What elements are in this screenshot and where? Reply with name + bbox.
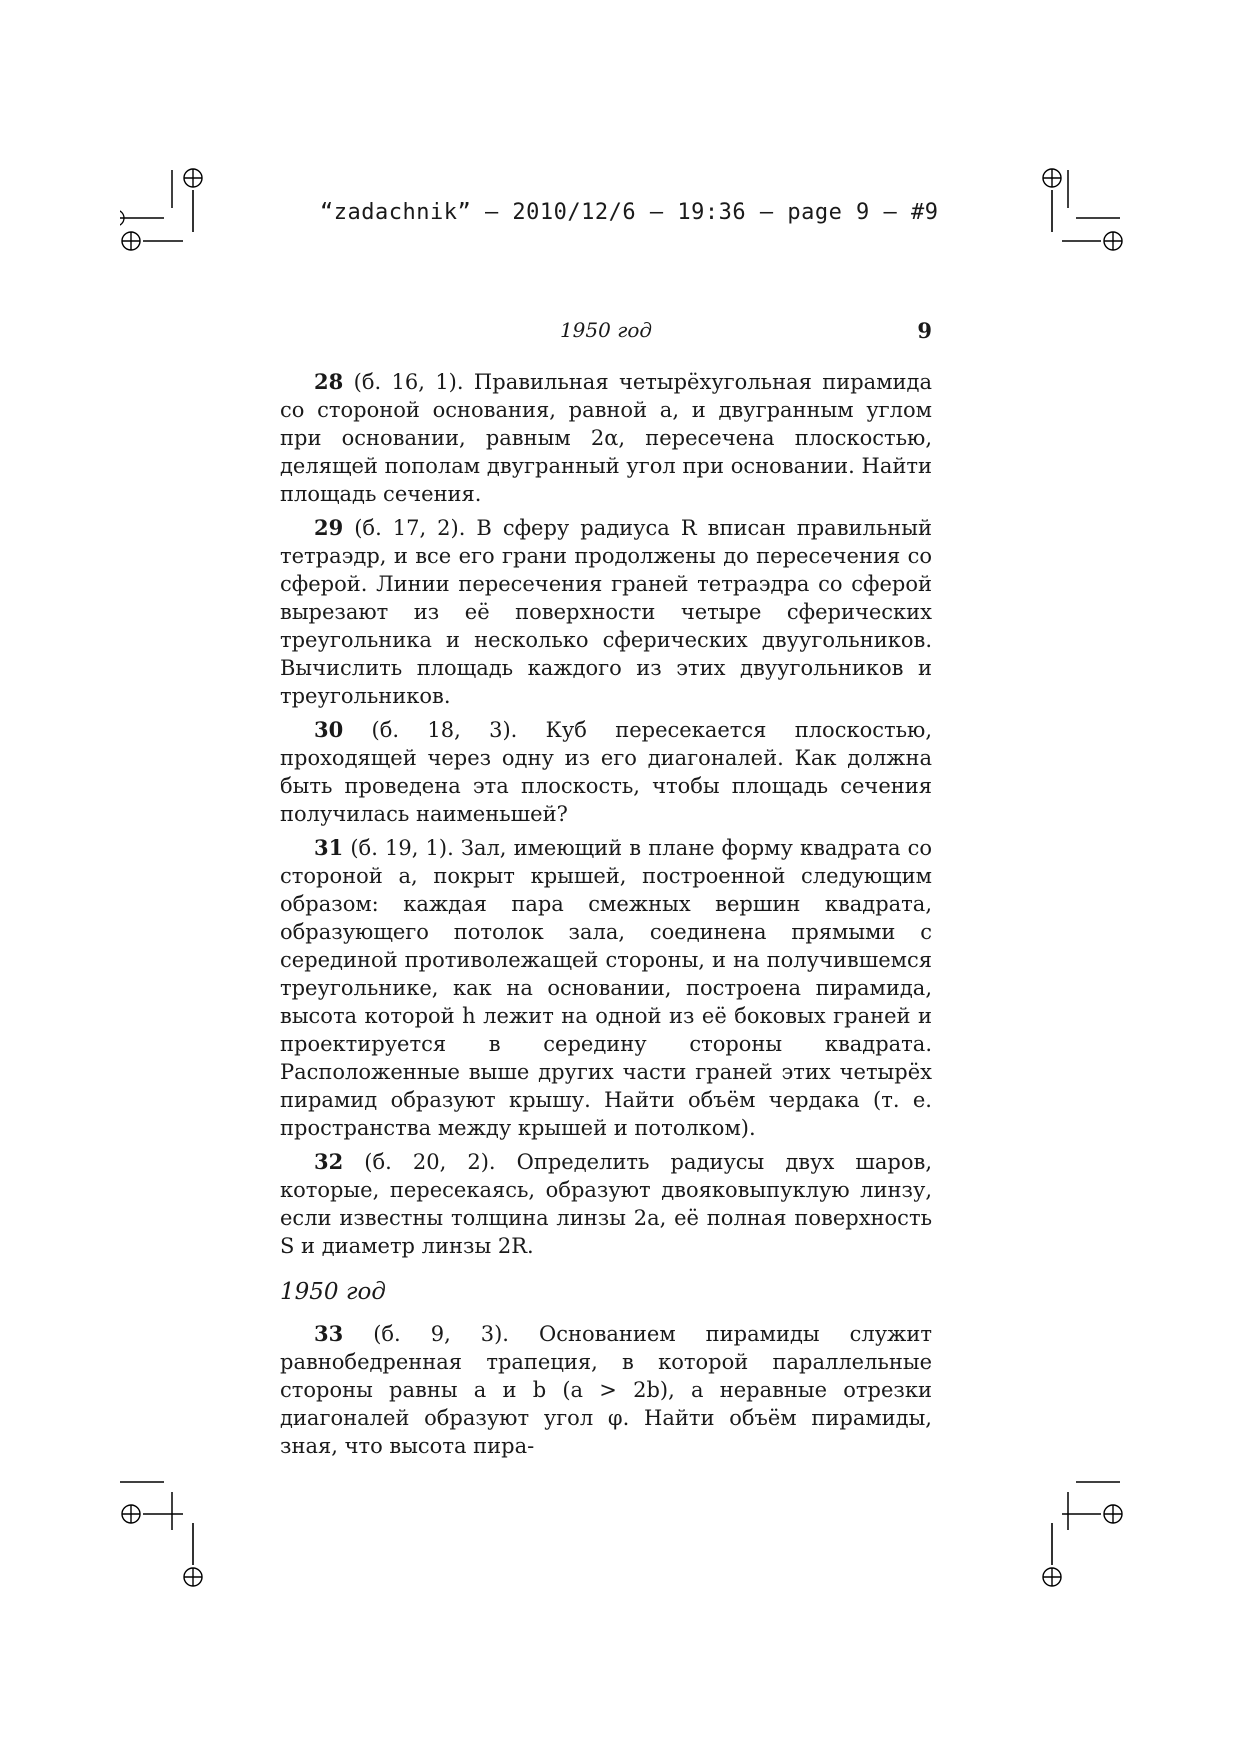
page-body xyxy=(280,368,932,1466)
problem-29 xyxy=(280,514,932,710)
problem-number: 33 xyxy=(314,1321,344,1346)
problem-text: (б. 19, 1). Зал, имеющий в плане форму квадрата со стороной a, покрыт крышей, построенной следующим образом: каждая пара смежных вершин квадрата, образующего потолок зала, соединена прямыми с серединой противолежащей стороны, и на получившемся треугольнике, как на основании, построена пирамида, высота которой h лежит на одной из её боковых граней и проектируется в середину стороны квадрата. Расположенные выше других части граней этих четырёх пирамид образуют крышу. Найти объём чердака (т. е. пространства между крышей и потолком). xyxy=(280,836,932,1140)
page-head xyxy=(280,318,932,350)
problem-number: 31 xyxy=(314,835,344,860)
problem-text: (б. 9, 3). Основанием пирамиды служит равнобедренная трапеция, в которой параллельные стороны равны a и b (a > 2b), а неравные отрезки диагоналей образуют угол φ. Найти объём пирамиды, зная, что высота пира- xyxy=(280,1322,932,1458)
problem-33 xyxy=(280,1320,932,1460)
problem-30 xyxy=(280,716,932,828)
running-title: 1950 год xyxy=(559,318,653,342)
problem-text: (б. 16, 1). Правильная четырёхугольная пирамида со стороной основания, равной a, и двугранным углом при основании, равным 2α, пересечена плоскостью, делящей пополам двугранный угол при основании. Найти площадь сечения. xyxy=(280,370,932,506)
problem-text: (б. 20, 2). Определить радиусы двух шаров, которые, пересекаясь, образуют двояковыпуклую линзу, если известны толщина линзы 2a, её полная поверхность S и диаметр линзы 2R. xyxy=(280,1150,932,1258)
problem-32 xyxy=(280,1148,932,1260)
problem-31 xyxy=(280,834,932,1142)
problem-text: (б. 18, 3). Куб пересекается плоскостью, проходящей через одну из его диагоналей. Как должна быть проведена эта плоскость, чтобы площадь сечения получилась наименьшей? xyxy=(280,718,932,826)
crop-mark-top-left xyxy=(120,170,180,230)
problem-text: (б. 17, 2). В сферу радиуса R вписан правильный тетраэдр, и все его грани продолжены до пересечения со сферой. Линии пересечения граней тетраэдра со сферой вырезают из её поверхности четыре сферических треугольника и несколько сферических двуугольников. Вычислить площадь каждого из этих двуугольников и треугольников. xyxy=(280,516,932,708)
page-number: 9 xyxy=(917,318,932,343)
crop-mark-bottom-left xyxy=(120,1470,180,1530)
crop-mark-top-right xyxy=(1060,170,1120,230)
problem-number: 29 xyxy=(314,515,344,540)
section-heading: 1950 год xyxy=(280,1279,386,1305)
problem-number: 32 xyxy=(314,1149,344,1174)
problem-number: 28 xyxy=(314,369,344,394)
crop-mark-bottom-right xyxy=(1060,1470,1120,1530)
running-header: “zadachnik” — 2010/12/6 — 19:36 — page 9 — #9 xyxy=(320,200,939,225)
problem-number: 30 xyxy=(314,717,344,742)
problem-28 xyxy=(280,368,932,508)
